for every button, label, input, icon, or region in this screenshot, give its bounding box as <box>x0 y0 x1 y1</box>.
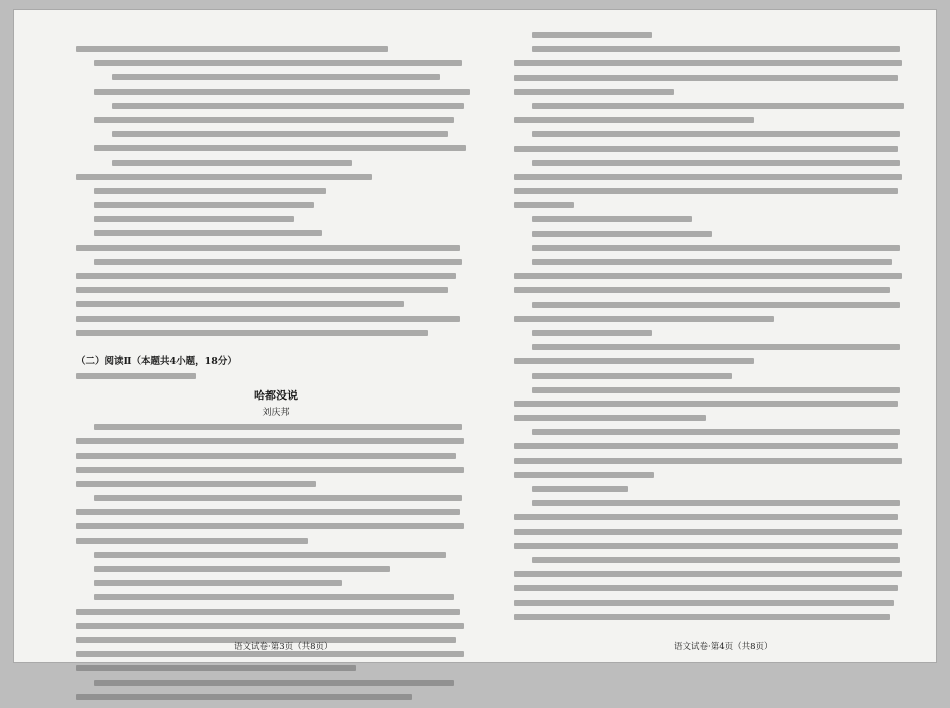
passage-text-left <box>76 424 476 700</box>
question-block-1 <box>76 46 476 166</box>
left-page-column <box>76 46 476 708</box>
section-heading: （二）阅读Ⅱ（本题共4小题，18分） <box>76 355 237 367</box>
page-footer-right: 语文试卷·第4页（共8页） <box>674 642 773 652</box>
page-footer-left: 语文试卷·第3页（共8页） <box>234 642 333 652</box>
passage-author: 刘庆邦 <box>262 408 290 419</box>
right-page-column <box>514 32 914 628</box>
question-block-3 <box>76 245 476 336</box>
exam-sheet <box>14 10 936 662</box>
passage-text-right <box>514 32 914 620</box>
question-block-2 <box>76 174 476 237</box>
passage-title: 哈都没说 <box>254 389 298 403</box>
